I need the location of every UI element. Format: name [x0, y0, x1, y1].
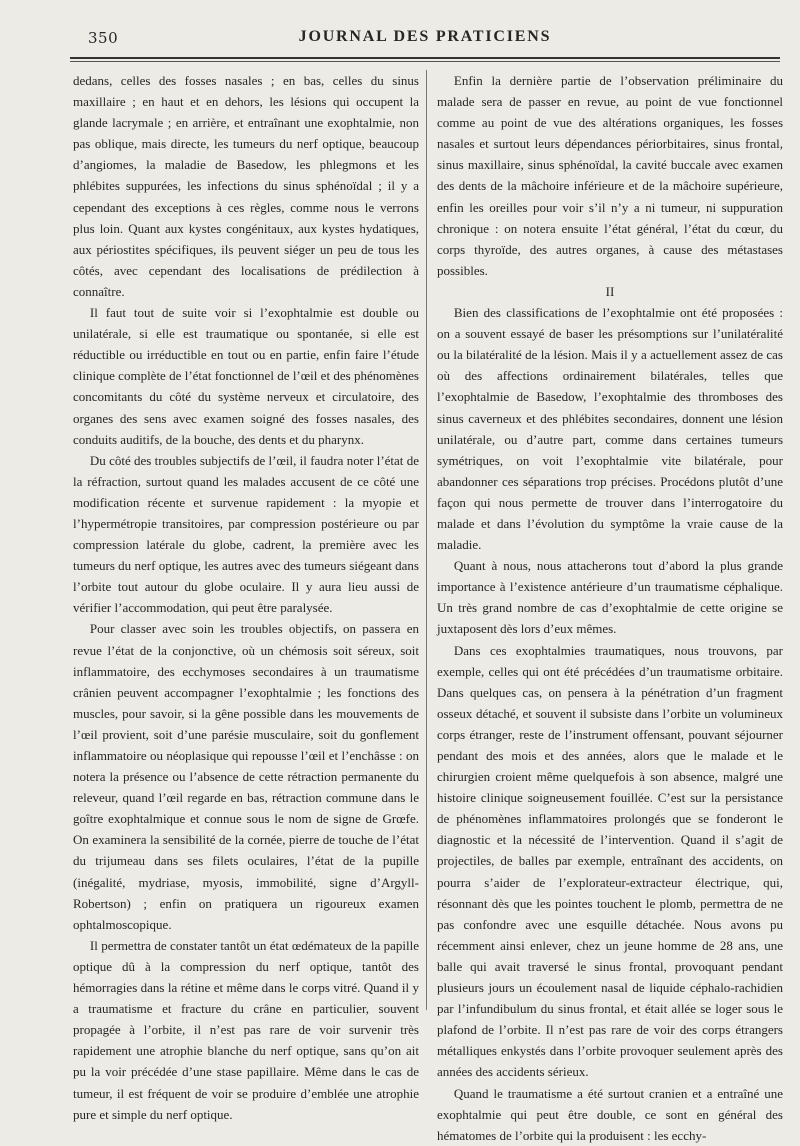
- paragraph: dedans, celles des fosses nasales ; en bas, celles du sinus maxillaire ; en haut et en dehors, les lésions qui occupent la glande lacrymale ; en arrière, et entraînant une exophtalmie, non pas oblique, mais directe, les tumeurs du nerf optique, beaucoup d’angiomes, la maladie de Basedow, les phlegmons et les phlébites suppurées, les infections du sinus sphénoïdal ; il y a cependant des exceptions à ces règles, comme nous le verrons plus loin. Quant aux kystes congénitaux, aux kystes hydatiques, aux périostites spécifiques, ils peuvent siéger un peu de tous les côtés, avec cependant des localisations de prédilection à connaître.: [73, 73, 419, 299]
- paragraph: Quant à nous, nous attacherons tout d’abord la plus grande importance à l’existence antérieure d’un traumatisme céphalique. Un très grand nombre de cas d’exophtalmie de cette origine se juxtaposent dès lors d’eux mêmes.: [437, 558, 783, 637]
- paragraph: Bien des classifications de l’exophtalmie ont été proposées : on a souvent essayé de baser les présomptions sur l’unilatéralité ou la bilatéralité de la lésion. Mais il y a actuellement assez de cas où des affections ordinairement bilatérales, telles que l’exophtalmie de Basedow, l’exophtalmie des thromboses des sinus caverneux et des phlébites secondaires, donnent une lésion unilatérale, ou d’autre part, comme dans certaines tumeurs symétriques, on voit l’exophtalmie vite bilatérale, pour abandonner ces séparations trop précises. Procédons plutôt d’une façon qui nous permette de trouver dans l’interrogatoire du malade et dans l’évolution du symptôme la vraie cause de la maladie.: [437, 305, 783, 553]
- paragraph: Enfin la dernière partie de l’observation préliminaire du malade sera de passer en revue, au point de vue fonctionnel comme au point de vue des altérations organiques, les fosses nasales et surtout leurs dépendances périorbitaires, sinus frontal, sinus maxillaire, sinus sphénoïdal, la cavité buccale avec examen des dents de la mâchoire inférieure et de la mâchoire supérieure, enfin les oreilles pour voir s’il n’y a ni tumeur, ni suppuration chronique : on notera ensuite l’état général, l’état du cœur, du corps thyroïde, des autres organes, à cause des métastases possibles.: [437, 73, 783, 278]
- paragraph: Du côté des troubles subjectifs de l’œil, il faudra noter l’état de la réfraction, surtout quand les malades accusent de ce côté une modification récente et survenue rapidement : la myopie et l’hypermétropie transitoires, par compression postérieure ou par compression latérale du globe, cadrent, la première avec les tumeurs du nerf optique, les autres avec des tumeurs siégeant dans l’orbite tout autour du globe oculaire. Il y aura lieu aussi de vérifier l’accommodation, qui peut être paralysée.: [73, 452, 419, 616]
- page-header: [70, 25, 780, 55]
- paragraph: Il permettra de constater tantôt un état œdémateux de la papille optique dû à la compression du nerf optique, tantôt des hémorragies dans la rétine et même dans le corps vitré. Quand il y a traumatisme et fracture du crâne en particulier, souvent propagée à l’orbite, il n’est pas rare de voir survenir très rapidement une atrophie blanche du nerf optique, sans qu’on ait pu la voir précédée d’une stase papillaire. Même dans le cas de tumeur, il est fréquent de voir se produire d’emblée une atrophie pure et simple du nerf optique.: [73, 937, 419, 1122]
- right-column: [437, 70, 783, 1143]
- paragraph: Quand le traumatisme a été surtout cranien et a entraîné une exophtalmie qui peut être double, ce sont en général des hématomes de l’orbite qui la produisent : les ecchy-: [437, 1085, 783, 1143]
- paragraph: Il faut tout de suite voir si l’exophtalmie est double ou unilatérale, si elle est traumatique ou spontanée, si elle est réductible ou irréductible en tout ou en partie, enfin faire l’étude clinique complète de l’état fonctionnel de l’œil et des phénomènes concomitants du côté du système nerveux et circulatoire, des organes des sens avec examen soigné des fosses nasales, des conduits auditifs, de la bouche, des dents et du pharynx.: [73, 305, 419, 447]
- paragraph: Dans ces exophtalmies traumatiques, nous trouvons, par exemple, celles qui ont été précédées d’un traumatisme orbitaire. Dans quelques cas, on pensera à la pénétration d’un fragment osseux détaché, et souvent il subsiste dans l’orbite un volumineux corps étranger, reste de l’instrument offensant, pouvant séjourner pendant des mois et des années, alors que le malade et le chirurgien croient même quelquefois à son absence, malgré une histoire clinique soigneusement fouillée. C’est sur la persistance de phénomènes inflammatoires prolongés que se fonderont le diagnostic et la nécessité de l’intervention. Quand il s’agit de projectiles, de balles par exemple, entraînant des accidents, on pourra s’aider de l’explorateur-extracteur électrique, qui, résonnant dès que les pointes touchent le plomb, permettra de ne pas confondre avec une esquille détachée. Nous avons pu récemment ainsi enlever, chez un jeune homme de 28 ans, une balle qui avait traversé le sinus frontal, provoquant pendant plusieurs jours un écoulement nasal de liquide céphalo-rachidien par l’infundibulum du sinus frontal, et était allée se loger sous le plafond de l’orbite. Il n’est pas rare de voir des corps étrangers métalliques enkystés dans l’orbite provoquer seulement après des années des accidents sérieux.: [437, 642, 783, 1080]
- left-column: [73, 70, 419, 1122]
- column-divider: [426, 70, 427, 1010]
- section-number: II: [605, 283, 615, 299]
- header-rule: [70, 57, 780, 59]
- header-rule-thin: [70, 61, 780, 62]
- journal-title: JOURNAL DES PRATICIENS: [298, 28, 552, 45]
- page-number: 350: [88, 29, 119, 47]
- paragraph: Pour classer avec soin les troubles objectifs, on passera en revue l’état de la conjonctive, où un chémosis soit séreux, soit inflammatoire, des ecchymoses secondaires à un traumatisme crânien peuvent accompagner l’exophtalmie ; les fonctions des muscles, pour savoir, si la gêne possible dans les mouvements de l’œil provient, soit d’une parésie musculaire, soit du gonflement inflammatoire ou néoplasique qui repousse l’œil et l’enchâsse : on notera la présence ou l’absence de cette rétraction permanente du releveur, quand l’œil regarde en bas, rétraction commune dans le goître exophtalmique et connue sous le nom de signe de Grœfe. On examinera la sensibilité de la cornée, pierre de touche de l’état du trijumeau dans ses filets oculaires, l’état de la pupille (inégalité, mydriase, myosis, immobilité, signe d’Argyll-Robertson) ; enfin on pratiquera un rigoureux examen ophtalmoscopique.: [73, 621, 419, 932]
